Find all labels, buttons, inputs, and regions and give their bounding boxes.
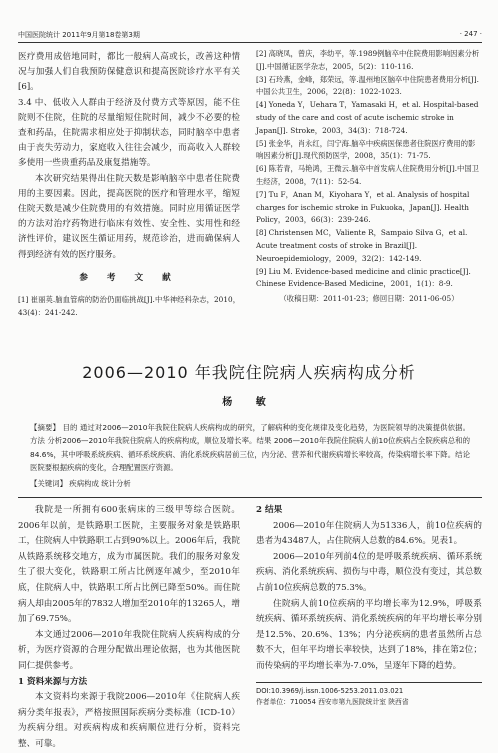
section-heading: 1 资料来源与方法	[18, 676, 88, 687]
paragraph: 2006—2010年住院病人为51336人，前10位疾病的患者为43487人，占住院病人总数的84.6%。见表1。	[256, 520, 482, 547]
doi: DOI:10.3969/j.issn.1006-5253.2011.03.021	[256, 687, 404, 695]
footnote	[256, 686, 409, 708]
references-heading: 参 考 文 献	[79, 272, 179, 283]
header-rule	[18, 42, 482, 43]
reference-item: [1] 崔丽英.脑血管病的防治仍面临挑战[J].中华神经科杂志，2010，43(4)：241-242.	[18, 295, 240, 317]
running-header	[18, 30, 482, 42]
reference-item: [5] 张金华，肖永红，闫宁海.脑卒中疾病医保患者住院医疗费用的影响因素分析[J].现代预防医学，2008，35(1)：71-75.	[256, 138, 476, 161]
article-author: 杨 敏	[222, 397, 276, 408]
paragraph: 住院病人前10位疾病的平均增长率为12.9%，呼吸系统疾病、循环系统疾病、消化系统疾病的年平均增长率分别是12.5%、20.6%、13%；内分泌疾病的患者虽然所占总数不大，但年平均增长率较快，达到了18%，排在第2位；而传染病的平均增长率为-7.0%，呈逐年下降的趋势。	[256, 598, 482, 671]
author-affiliation: 作者单位：710054 西安市第九医院统计室 陕西省	[256, 698, 409, 706]
reference-item: [6] 陈若青，马艳鸿，王微云.脑卒中首发病人住院费用分析[J].中国卫生经济，2008，7(11)：52-54.	[256, 164, 479, 186]
abstract: 【摘要】 目的 通过对2006—2010年我院住院病人疾病构成的研究，了解病种的变化规律及变化趋势，为医院领导的决策提供依据。方法 分析2006—2010年我院住院病人的疾病构成，顺位及增长率。结果 2006—2010年我院住院病人前10位疾病占全院疾病总和的84.6%，其中呼吸系统疾病、循环系统疾病、消化系统疾病居前三位，内分泌、营养和代谢疾病增长率较高，传染病增长率下降。结论 医院要根据疾病的变化，合理配置医疗资源。	[30, 423, 470, 473]
reference-item: [2] 高晓凤，曾庆，李幼平，等.1989例脑卒中住院费用影响因素分析[J].中国循证医学杂志，2005，5(2)：110-116.	[256, 49, 480, 71]
reference-list	[256, 48, 482, 306]
paragraph: 本文资料均来源于我院2006—2010年《住院病人疾病分类年报表》，严格按照国际疾病分类标准（ICD-10）为疾病分组。对疾病构成和疾病顺位进行分析，资料完整、可靠。	[18, 692, 240, 749]
journal-header: 中国医院统计 2011年9月第18卷第3期	[18, 31, 140, 39]
reference-item: [7] Tu F，Anan M，Kiyohara Y，et al. Analysis of hospital charges for ischemic stroke in Fukuoka，Japan[J]. Health Policy，2003，66(3)：239-246.	[256, 189, 470, 225]
body-left-column	[18, 503, 240, 753]
paragraph: 我院是一所拥有600张病床的三级甲等综合医院。2006年以前，是铁路职工医院，主要服务对象是铁路职工，住院病人中铁路职工占到90%以上。2006年后，我院从铁路系统移交地方，成为市属医院。我们的服务对象发生了很大变化，铁路职工所占比例逐年减少，至2010年底，住院病人中，铁路职工所占比例已降至50%。而住院病人却由2005年的7832人增加至2010年的13265人，增加了69.75%。	[18, 505, 240, 625]
abstract-rule	[18, 497, 482, 498]
page-number: · 247 ·	[459, 30, 482, 38]
article-title: 2006—2010 年我院住院病人疾病构成分析	[82, 363, 416, 382]
reference-item: [3] 石玲燕，金峰，郑荣远，等.温州地区脑卒中住院患者费用分析[J].中国公共卫生，2006，22(8)：1022-1023.	[256, 74, 479, 97]
footnote-rule	[256, 682, 482, 683]
left-column	[18, 50, 240, 320]
reference-item: [9] Liu M. Evidence-based medicine and clinic practice[J]. Chinese Evidence-Based Medicine，2001，1(1)：8-9.	[256, 266, 471, 289]
paragraph: 医疗费用成倍地同时，都比一般病人高或长，改善这种情况与加强人们自我预防保健意识和提高医院诊疗水平有关[6]。	[18, 52, 240, 93]
paragraph: 本次研究结果得出住院天数是影响脑卒中患者住院费用的主要因素。因此，提高医院的医疗和管理水平，缩短住院天数是减少住院费用的有效措施。同时应用循证医学的方法对治疗药物进行临床有效性、安全性、实用性和经济性评价，建议医生循证用药，规范诊治，进而确保病人得到经济有效的医疗服务。	[18, 173, 240, 260]
paragraph: 本文通过2006—2010年我院住院病人疾病构成的分析，为医疗资源的合理分配做出理论依据，也为其他医院同仁提供参考。	[18, 629, 240, 671]
reference-item: [4] Yoneda Y，Uehara T，Yamasaki H，et al. Hospital-based study of the care and cost of acute ischemic stroke in Japan[J]. Stroke，2003，34(3)：718-724.	[256, 100, 479, 135]
received-date-note: （收稿日期：2011-01-23；修回日期：2011-06-05）	[279, 294, 459, 304]
body-right-column	[256, 503, 482, 675]
reference-item: [8] Christensen MC，Valiente R，Sampaio Silva G，et al. Acute treatment costs of stroke in Brazil[J]. Neuroepidemiology，2009，32(2)：142-149.	[256, 228, 468, 263]
keywords: 【关键词】 疾病构成 统计分析	[30, 479, 131, 488]
section-3-4: 3.4 中、低收入人群由于经济及付费方式等原因，能不住院则不住院，住院的尽量缩短住院时间，减少不必要的检查和药品，住院需求相应处于抑制状态，同时脑卒中患者由于丧失劳动力，家庭收入往往会减少，而高收入人群较多使用一些贵重药品及康复措施等。	[18, 97, 240, 169]
section-heading: 2 结果	[256, 505, 283, 515]
paragraph: 2006—2010年列前4位的是呼吸系统疾病、循环系统疾病、消化系统疾病、损伤与中毒，顺位没有变过，其总数占前10位疾病总数的75.3%。	[256, 551, 482, 593]
